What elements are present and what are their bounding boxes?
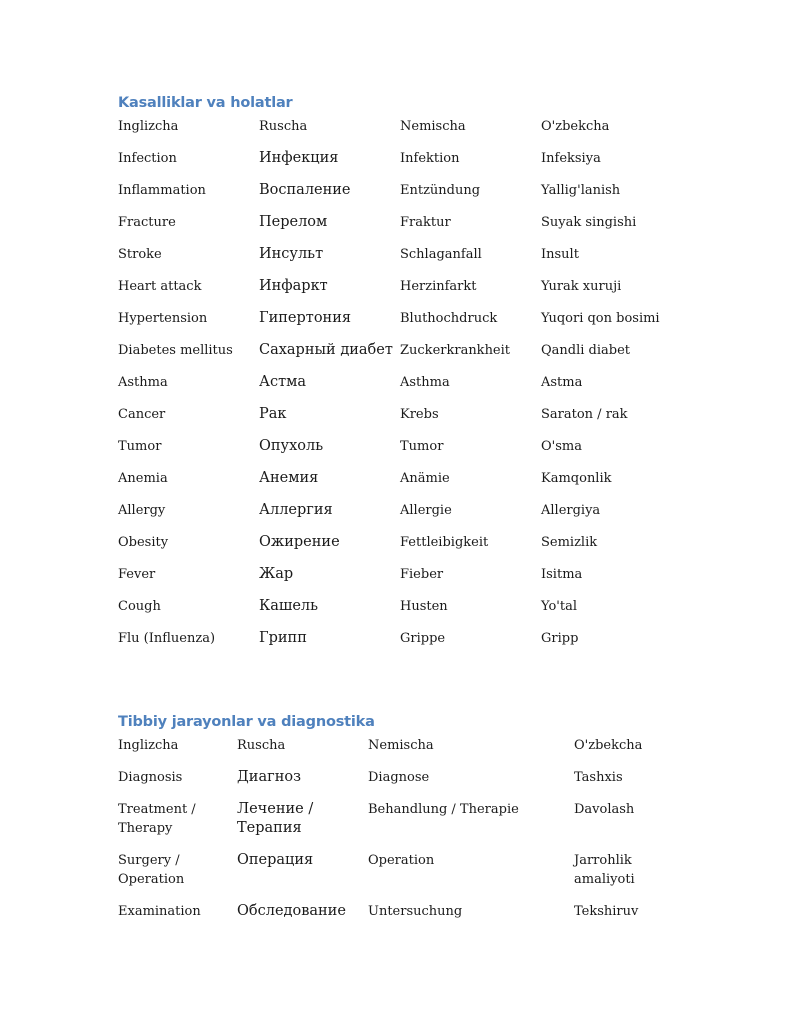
cell-uzbek: Saraton / rak <box>541 407 628 422</box>
cell-german: Infektion <box>400 151 460 166</box>
table-row <box>118 902 678 934</box>
table-row <box>118 437 678 469</box>
cell-russian: Аллергия <box>259 502 333 518</box>
cell-english: Cough <box>118 599 161 614</box>
cell-english: Asthma <box>118 375 168 390</box>
cell-english: Treatment / Therapy <box>118 802 196 836</box>
cell-russian: Грипп <box>259 630 307 646</box>
table-row <box>118 149 678 181</box>
cell-russian: Кашель <box>259 598 319 614</box>
cell-german: Anämie <box>400 471 450 486</box>
cell-uzbek: Suyak singishi <box>541 215 637 230</box>
column-header-german: Nemischa <box>400 119 466 134</box>
cell-russian: Анемия <box>259 470 319 486</box>
cell-german: Krebs <box>400 407 439 422</box>
cell-english: Examination <box>118 904 201 919</box>
table-row <box>118 469 678 501</box>
cell-uzbek: Davolash <box>574 802 635 817</box>
table-row <box>118 277 678 309</box>
cell-russian: Инфаркт <box>259 278 328 294</box>
cell-english: Fever <box>118 567 156 582</box>
table-row <box>118 341 678 373</box>
cell-german: Entzündung <box>400 183 481 198</box>
column-header-german: Nemischa <box>368 738 434 753</box>
table-row <box>118 768 678 800</box>
cell-german: Bluthochdruck <box>400 311 498 326</box>
table-row <box>118 533 678 565</box>
cell-russian: Инфекция <box>259 150 339 166</box>
cell-uzbek: Kamqonlik <box>541 471 612 486</box>
cell-russian: Инсульт <box>259 246 324 262</box>
cell-russian: Ожирение <box>259 534 340 550</box>
cell-german: Behandlung / Therapie <box>368 802 519 817</box>
cell-russian: Рак <box>259 406 287 422</box>
cell-uzbek: Allergiya <box>541 503 601 518</box>
section-heading-diseases: Kasalliklar va holatlar <box>118 95 293 111</box>
table-row <box>118 629 678 661</box>
cell-german: Operation <box>368 853 435 868</box>
table-row <box>118 245 678 277</box>
cell-uzbek: Tashxis <box>574 770 623 785</box>
cell-english: Obesity <box>118 535 169 550</box>
cell-russian: Астма <box>259 374 307 390</box>
table-header-row <box>118 736 678 768</box>
cell-english: Diabetes mellitus <box>118 343 233 358</box>
cell-english: Infection <box>118 151 177 166</box>
table-row <box>118 309 678 341</box>
cell-english: Anemia <box>118 471 168 486</box>
cell-german: Asthma <box>400 375 450 390</box>
cell-german: Untersuchung <box>368 904 463 919</box>
cell-russian: Операция <box>237 852 314 868</box>
cell-uzbek: Yuqori qon bosimi <box>541 311 660 326</box>
cell-english: Tumor <box>118 439 162 454</box>
cell-uzbek: Qandli diabet <box>541 343 631 358</box>
cell-uzbek: Jarrohlik amaliyoti <box>574 853 635 887</box>
cell-uzbek: Infeksiya <box>541 151 601 166</box>
diseases-table <box>118 117 678 661</box>
cell-german: Fettleibigkeit <box>400 535 489 550</box>
cell-english: Diagnosis <box>118 770 183 785</box>
table-row <box>118 597 678 629</box>
table-row <box>118 851 678 902</box>
table-row <box>118 373 678 405</box>
cell-russian: Сахарный диабет <box>259 342 393 358</box>
cell-german: Zuckerkrankheit <box>400 343 511 358</box>
cell-russian: Обследование <box>237 903 346 919</box>
cell-german: Fraktur <box>400 215 451 230</box>
cell-german: Herzinfarkt <box>400 279 477 294</box>
procedures-table <box>118 736 678 934</box>
cell-german: Allergie <box>400 503 452 518</box>
column-header-english: Inglizcha <box>118 119 179 134</box>
cell-russian: Диагноз <box>237 769 301 785</box>
table-row <box>118 181 678 213</box>
cell-russian: Воспаление <box>259 182 351 198</box>
cell-german: Fieber <box>400 567 444 582</box>
table-row <box>118 800 678 851</box>
cell-english: Surgery / Operation <box>118 853 185 887</box>
column-header-english: Inglizcha <box>118 738 179 753</box>
cell-uzbek: Yurak xuruji <box>541 279 622 294</box>
column-header-russian: Ruscha <box>259 119 308 134</box>
table-row <box>118 213 678 245</box>
cell-english: Inflammation <box>118 183 206 198</box>
column-header-uzbek: O'zbekcha <box>574 738 643 753</box>
cell-english: Flu (Influenza) <box>118 631 216 646</box>
table-row <box>118 405 678 437</box>
cell-german: Diagnose <box>368 770 430 785</box>
cell-english: Hypertension <box>118 311 208 326</box>
cell-german: Husten <box>400 599 448 614</box>
cell-german: Tumor <box>400 439 444 454</box>
table-row <box>118 501 678 533</box>
cell-uzbek: Semizlik <box>541 535 598 550</box>
column-header-uzbek: O'zbekcha <box>541 119 610 134</box>
cell-russian: Опухоль <box>259 438 324 454</box>
column-header-russian: Ruscha <box>237 738 286 753</box>
cell-uzbek: Yallig'lanish <box>541 183 621 198</box>
cell-uzbek: Isitma <box>541 567 583 582</box>
cell-english: Fracture <box>118 215 176 230</box>
cell-uzbek: Astma <box>541 375 583 390</box>
cell-uzbek: O'sma <box>541 439 582 454</box>
cell-english: Stroke <box>118 247 162 262</box>
section-heading-procedures: Tibbiy jarayonlar va diagnostika <box>118 714 375 730</box>
cell-russian: Лечение / Терапия <box>237 801 314 836</box>
table-header-row <box>118 117 678 149</box>
cell-english: Heart attack <box>118 279 202 294</box>
cell-uzbek: Yo'tal <box>541 599 577 614</box>
cell-english: Cancer <box>118 407 166 422</box>
cell-english: Allergy <box>118 503 166 518</box>
table-row <box>118 565 678 597</box>
cell-uzbek: Insult <box>541 247 579 262</box>
cell-german: Schlaganfall <box>400 247 482 262</box>
cell-russian: Жар <box>259 566 294 582</box>
cell-russian: Гипертония <box>259 310 352 326</box>
cell-uzbek: Tekshiruv <box>574 904 639 919</box>
cell-german: Grippe <box>400 631 446 646</box>
cell-russian: Перелом <box>259 214 328 230</box>
cell-uzbek: Gripp <box>541 631 579 646</box>
